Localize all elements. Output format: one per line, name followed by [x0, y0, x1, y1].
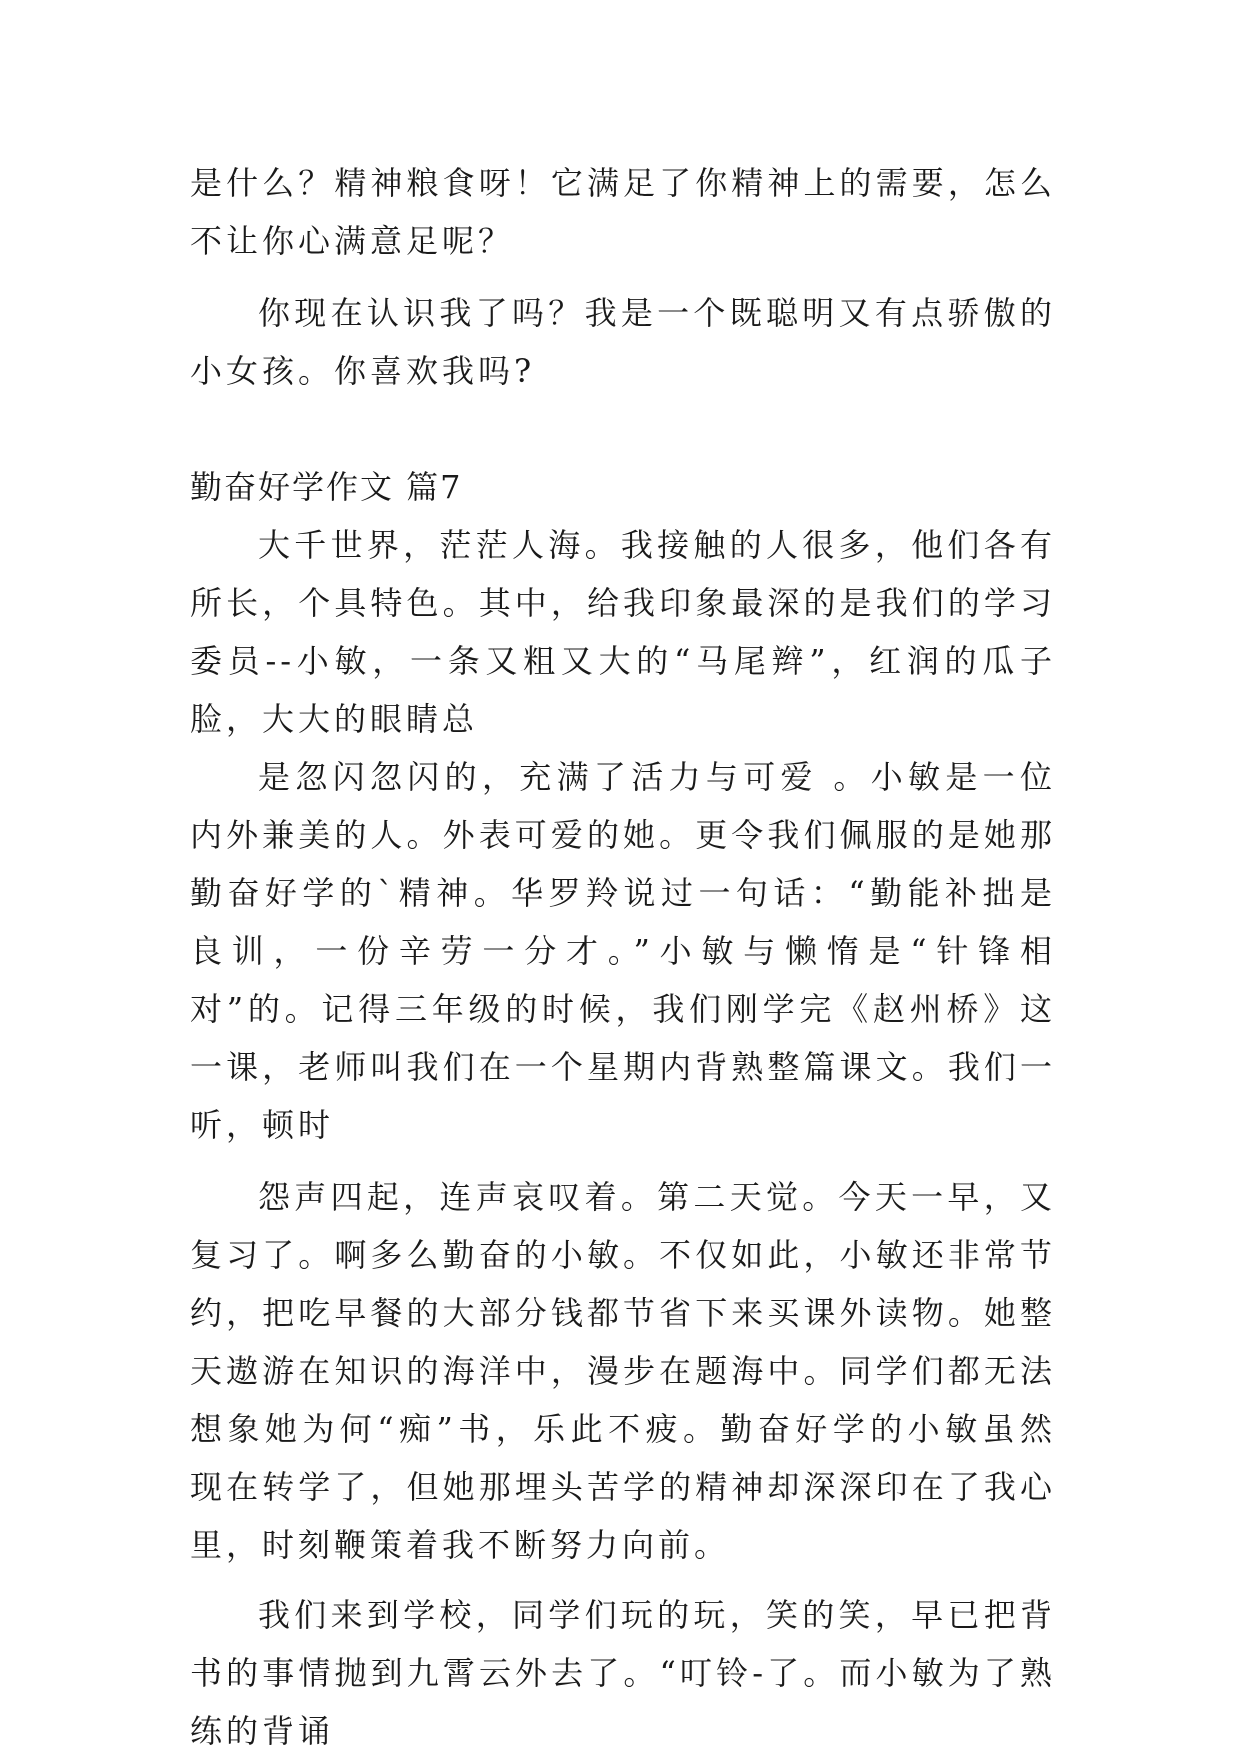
paragraph: 你现在认识我了吗？我是一个既聪明又有点骄傲的小女孩。你喜欢我吗? — [190, 294, 1056, 390]
section-title: 勤奋好学作文 篇7 — [190, 468, 463, 506]
paragraph: 是忽闪忽闪的，充满了活力与可爱 。小敏是一位内外兼美的人。外表可爱的她。更令我们佩服的是她那勤奋好学的`精神。华罗羚说过一句话：“勤能补拙是良训，一份辛劳一分才。”小敏与懒惰是“针锋相对”的。记得三年级的时候，我们刚学完《赵州桥》这一课，老师叫我们在一个星期内背熟整篇课文。我们一听，顿时 — [190, 758, 1056, 1144]
document-body — [190, 154, 1056, 1760]
paragraph: 大千世界，茫茫人海。我接触的人很多，他们各有所长，个具特色。其中，给我印象最深的是我们的学习委员--小敏，一条又粗又大的“马尾辫”，红润的瓜子脸，大大的眼睛总 — [190, 526, 1056, 738]
paragraph-continuation: 是什么？精神粮食呀！它满足了你精神上的需要，怎么不让你心满意足呢？ — [190, 164, 1056, 260]
paragraph: 怨声四起，连声哀叹着。第二天觉。今天一早，又复习了。啊多么勤奋的小敏。不仅如此，小敏还非常节约，把吃早餐的大部分钱都节省下来买课外读物。她整天遨游在知识的海洋中，漫步在题海中。同学们都无法想象她为何“痴”书，乐此不疲。勤奋好学的小敏虽然现在转学了，但她那埋头苦学的精神却深深印在了我心里，时刻鞭策着我不断努力向前。 — [190, 1178, 1056, 1564]
paragraph: 我们来到学校，同学们玩的玩，笑的笑，早已把背书的事情抛到九霄云外去了。“叮铃-了。而小敏为了熟练的背诵 — [190, 1596, 1056, 1750]
